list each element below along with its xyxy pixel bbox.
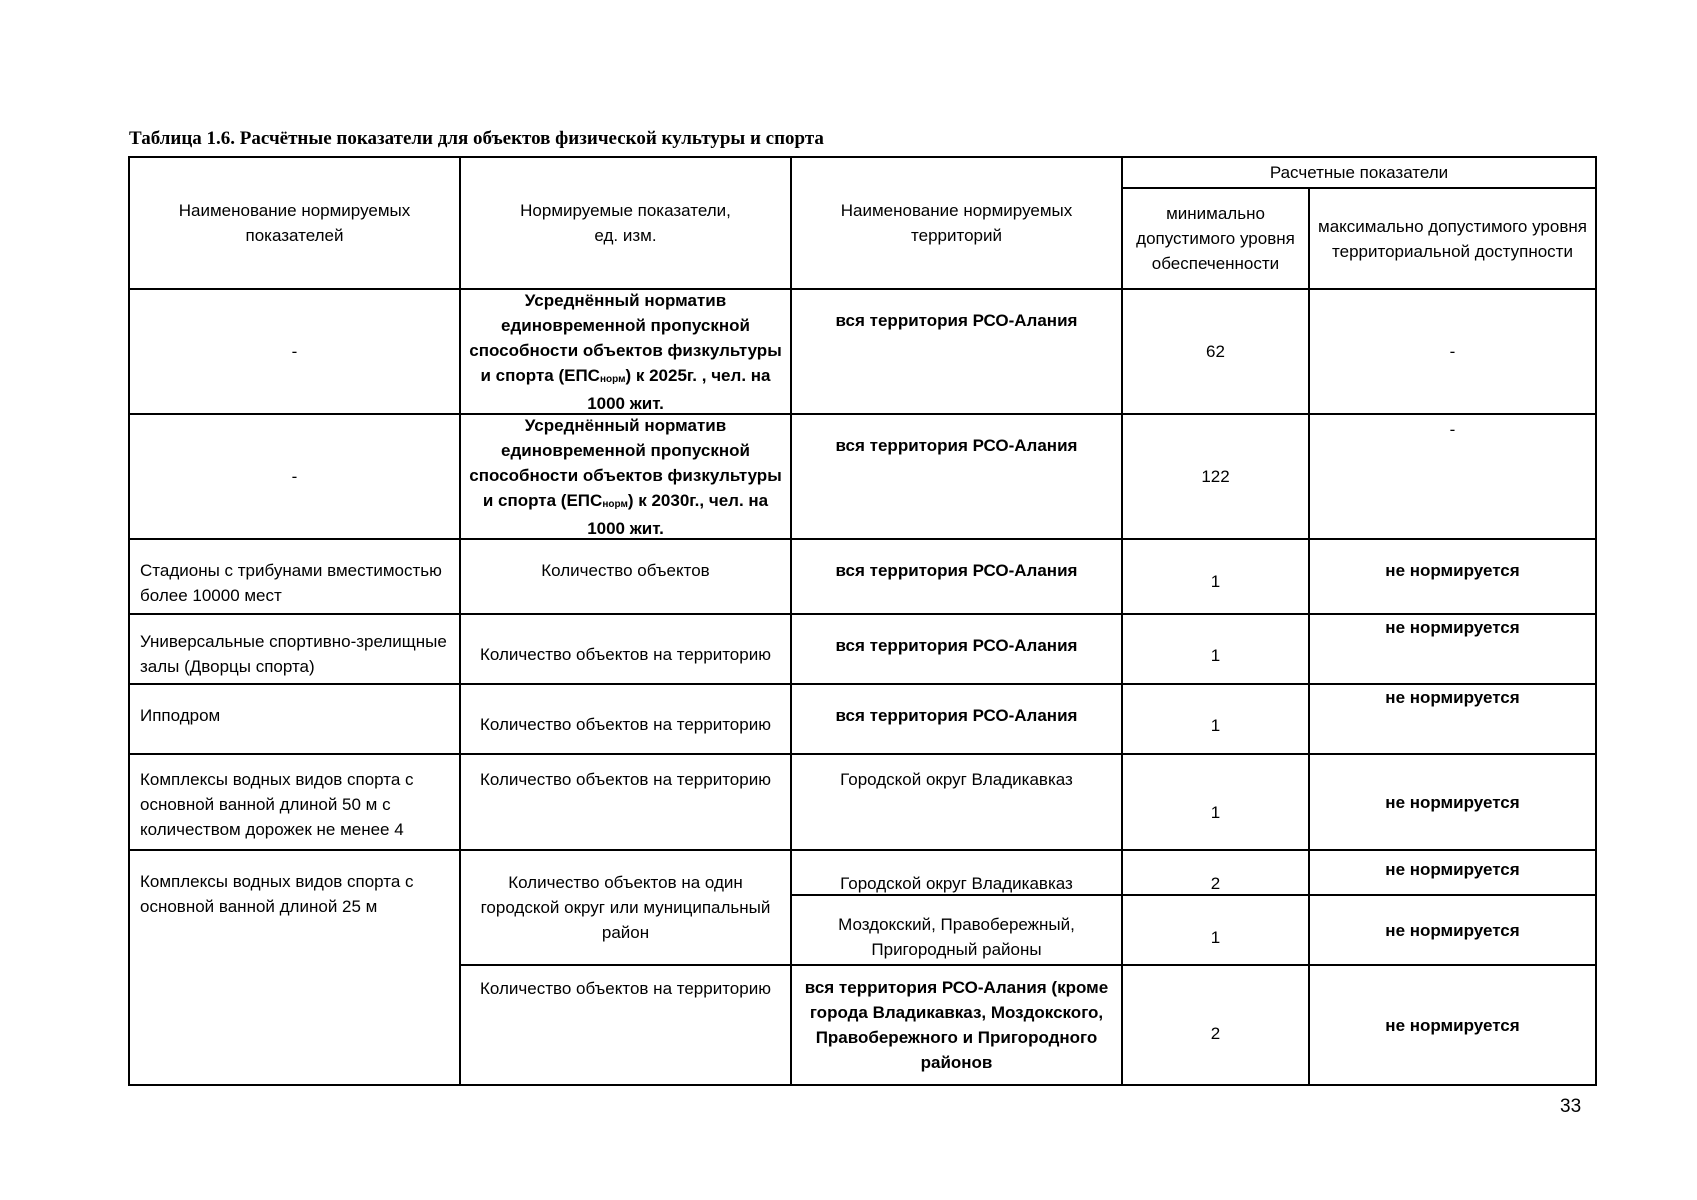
data-table (128, 156, 1597, 1086)
row8-territory: вся территория РСО-Алания (кроме города Владикавказ, Моздокского, Правобережного и Пригородного районов (804, 978, 1109, 1072)
page-number: 33 (1560, 1096, 1582, 1117)
row1-min: 62 (1206, 342, 1225, 361)
header-group: Расчетные показатели (1269, 163, 1449, 182)
row2-indicator: Усреднённый норматив единовременной пропускной способности объектов физкультуры и спорта $(ЕПС_{норм})$ к 2030г., чел. на 1000 жит. (469, 415, 782, 538)
row7b-territory: Моздокский, Правобережный, Пригородный районы (838, 915, 1075, 959)
row2-name: - (291, 467, 298, 486)
row4-territory: вся территория РСО-Алания (835, 636, 1078, 655)
row3-territory: вся территория РСО-Алания (835, 561, 1078, 580)
row1-territory: вся территория РСО-Алания (835, 311, 1078, 330)
row4-indicator: Количество объектов на территорию (480, 644, 771, 664)
row8-max: не нормируется (1385, 1015, 1520, 1035)
header-indicator (461, 158, 790, 288)
header-min: минимально допустимого уровня обеспеченности (1136, 204, 1295, 273)
row6-name: Комплексы водных видов спорта с основной ванной длиной 50 м с количеством дорожек не менее 4 (140, 770, 414, 839)
header-territory: Наименование нормируемых территорий (840, 201, 1073, 245)
row7a-territory: Городской округ Владикавказ (840, 874, 1073, 893)
row7b-max: не нормируется (1385, 920, 1520, 940)
header-max: максимально допустимого уровня территориальной доступности (1318, 216, 1587, 261)
row6-territory: Городской округ Владикавказ (840, 770, 1073, 789)
row3-min: 1 (1210, 572, 1221, 591)
row8-indicator: Количество объектов на территорию (480, 979, 771, 998)
row7b-min: 1 (1210, 927, 1221, 947)
row2-min: 122 (1201, 467, 1230, 486)
row5-territory: вся территория РСО-Алания (835, 706, 1078, 725)
row6-min: 1 (1210, 802, 1221, 822)
row5-name: Ипподром (140, 706, 221, 725)
row5-indicator: Количество объектов на территорию (480, 714, 771, 734)
row1-name: - (291, 342, 298, 361)
row8-min: 2 (1210, 1023, 1221, 1043)
row5-max: не нормируется (1385, 688, 1520, 707)
row7-indicator: Количество объектов на один городской округ или муниципальный район (480, 873, 771, 942)
row6-max: не нормируется (1385, 792, 1520, 812)
header-indicator-line2: ед. изм. (594, 226, 657, 245)
row3-max: не нормируется (1385, 561, 1520, 580)
row5-min: 1 (1210, 715, 1221, 735)
row7a-max: не нормируется (1385, 860, 1520, 879)
header-name: Наименование нормируемых показателей (178, 201, 411, 245)
row2-territory: вся территория РСО-Алания (835, 436, 1078, 455)
row7-name: Комплексы водных видов спорта с основной ванной длиной 25 м (140, 872, 414, 916)
row4-max: не нормируется (1385, 618, 1520, 637)
row1-indicator: Усреднённый норматив единовременной пропускной способности объектов физкультуры и спорта $(ЕПС_{норм})$ к 2025г. , чел. на 1000 жит. (469, 290, 782, 413)
row7a-min: 2 (1210, 874, 1221, 893)
row1-max: - (1449, 342, 1456, 361)
row3-name: Стадионы с трибунами вместимостью более 10000 мест (140, 560, 442, 605)
row4-name: Универсальные спортивно-зрелищные залы (Дворцы спорта) (140, 632, 447, 676)
header-indicator-line1: Нормируемые показатели, (520, 201, 731, 220)
row6-indicator: Количество объектов на территорию (480, 770, 771, 789)
table-title: Таблица 1.6. Расчётные показатели для объектов физической культуры и спорта (129, 128, 824, 149)
row3-indicator: Количество объектов (541, 561, 710, 580)
row4-min: 1 (1210, 645, 1221, 665)
row2-max: - (1449, 420, 1456, 439)
